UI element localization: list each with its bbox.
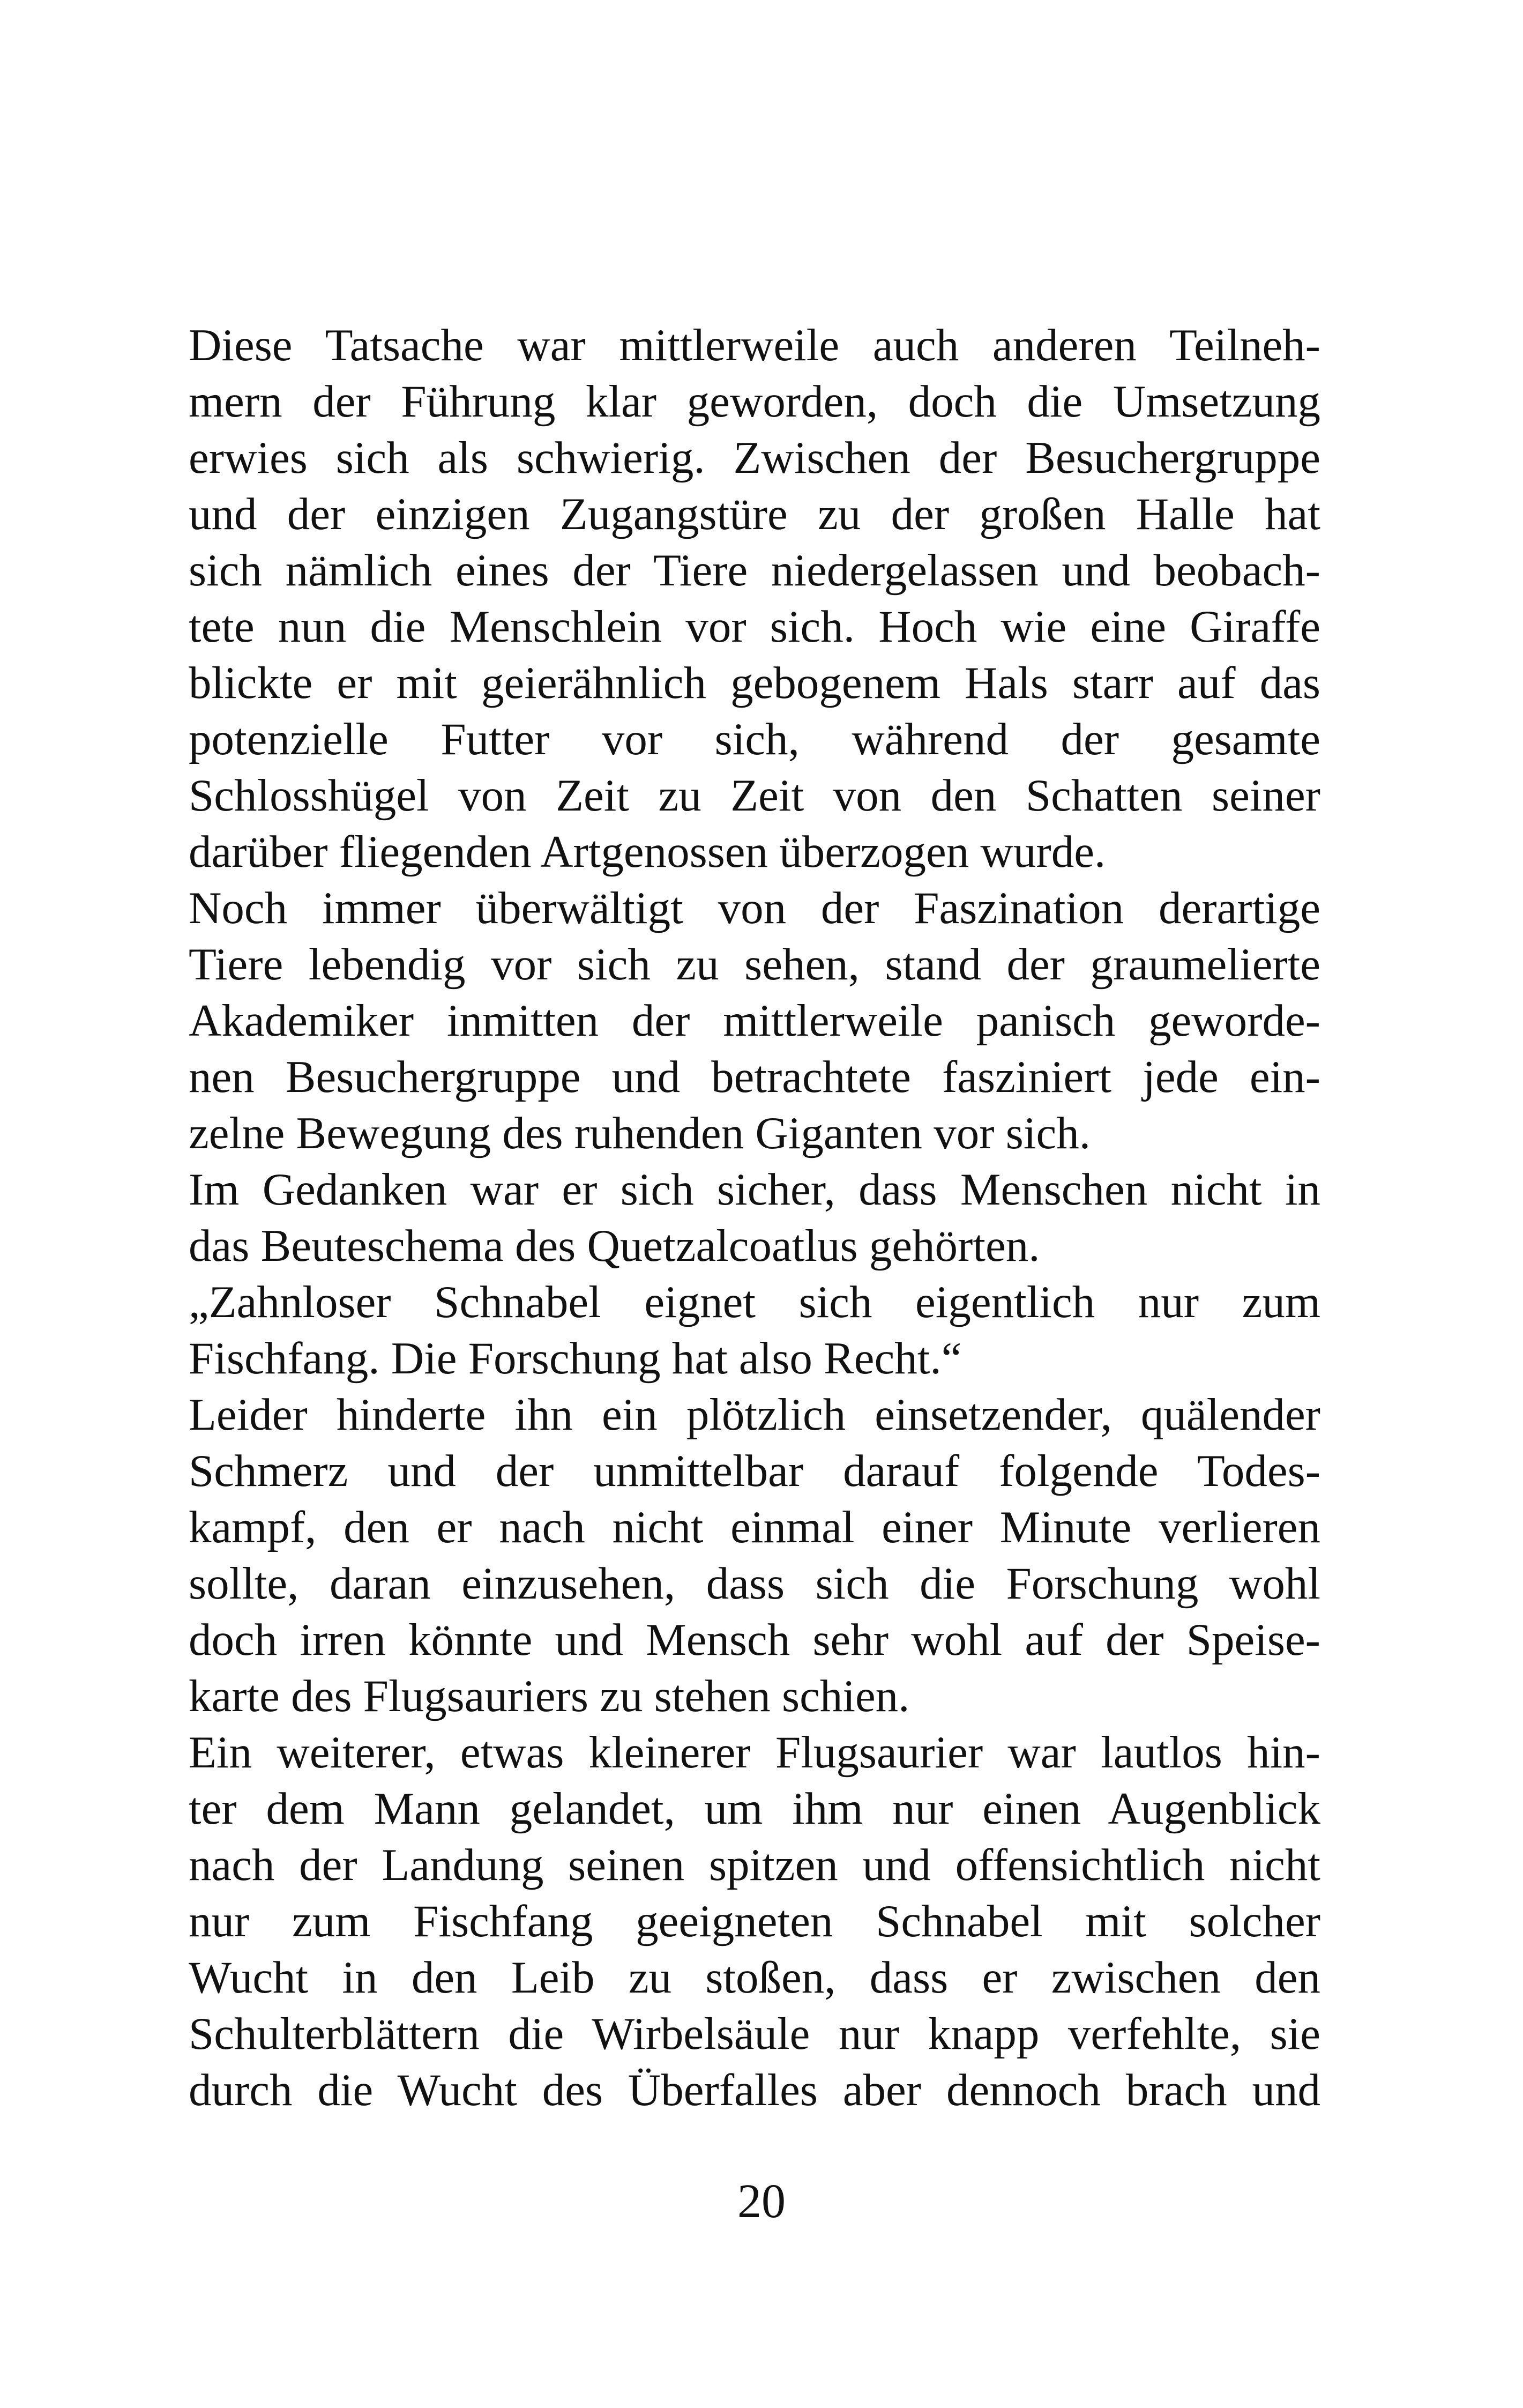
text-line: mern der Führung klar geworden, doch die Umsetzung <box>189 376 1320 427</box>
body-text <box>189 317 1320 2119</box>
text-line: karte des Flugsauriers zu stehen schien. <box>189 1671 910 1721</box>
text-line: durch die Wucht des Überfalles aber dennoch brach und <box>189 2065 1320 2115</box>
text-line: das Beuteschema des Quetzalcoatlus gehörten. <box>189 1221 1040 1271</box>
text-line: Diese Tatsache war mittlerweile auch anderen Teilneh- <box>189 320 1320 370</box>
text-line: Ein weiterer, etwas kleinerer Flugsaurier war lautlos hin- <box>189 1727 1320 1778</box>
text-line: und der einzigen Zugangstüre zu der großen Halle hat <box>189 489 1320 539</box>
text-line: Wucht in den Leib zu stoßen, dass er zwischen den <box>189 1952 1320 2003</box>
text-line: Schulterblättern die Wirbelsäule nur knapp verfehlte, sie <box>189 2009 1320 2059</box>
text-line: darüber fliegenden Artgenossen überzogen wurde. <box>189 827 1106 877</box>
text-line: Akademiker inmitten der mittlerweile panisch geworde- <box>189 995 1320 1046</box>
text-line: erwies sich als schwierig. Zwischen der Besuchergruppe <box>189 433 1320 483</box>
text-line: ter dem Mann gelandet, um ihm nur einen Augenblick <box>189 1783 1320 1834</box>
text-line: „Zahnloser Schnabel eignet sich eigentlich nur zum <box>189 1277 1320 1327</box>
text-line: sollte, daran einzusehen, dass sich die Forschung wohl <box>189 1558 1320 1609</box>
text-line: Schmerz und der unmittelbar darauf folgende Todes- <box>189 1446 1320 1496</box>
text-line: nur zum Fischfang geeigneten Schnabel mit solcher <box>189 1896 1320 1946</box>
text-line: Leider hinderte ihn ein plötzlich einsetzender, quälender <box>189 1389 1320 1440</box>
text-line: nach der Landung seinen spitzen und offensichtlich nicht <box>189 1840 1320 1890</box>
page-number: 20 <box>737 2175 786 2228</box>
text-line: Noch immer überwältigt von der Faszination derartige <box>189 883 1320 933</box>
text-line: nen Besuchergruppe und betrachtete fasziniert jede ein- <box>189 1052 1320 1102</box>
text-line: Im Gedanken war er sich sicher, dass Menschen nicht in <box>189 1164 1320 1215</box>
text-line: doch irren könnte und Mensch sehr wohl auf der Speise- <box>189 1615 1320 1665</box>
text-line: blickte er mit geierähnlich gebogenem Hals starr auf das <box>189 658 1320 708</box>
text-line: Schlosshügel von Zeit zu Zeit von den Schatten seiner <box>189 770 1320 821</box>
text-line: kampf, den er nach nicht einmal einer Minute verlieren <box>189 1502 1320 1552</box>
text-line: Tiere lebendig vor sich zu sehen, stand der graumelierte <box>189 939 1320 990</box>
text-line: Fischfang. Die Forschung hat also Recht.“ <box>189 1333 962 1384</box>
text-line: zelne Bewegung des ruhenden Giganten vor sich. <box>189 1108 1091 1158</box>
text-line: tete nun die Menschlein vor sich. Hoch wie eine Giraffe <box>189 601 1320 652</box>
text-line: sich nämlich eines der Tiere niedergelassen und beobach- <box>189 545 1320 596</box>
text-line: potenzielle Futter vor sich, während der gesamte <box>189 714 1320 764</box>
